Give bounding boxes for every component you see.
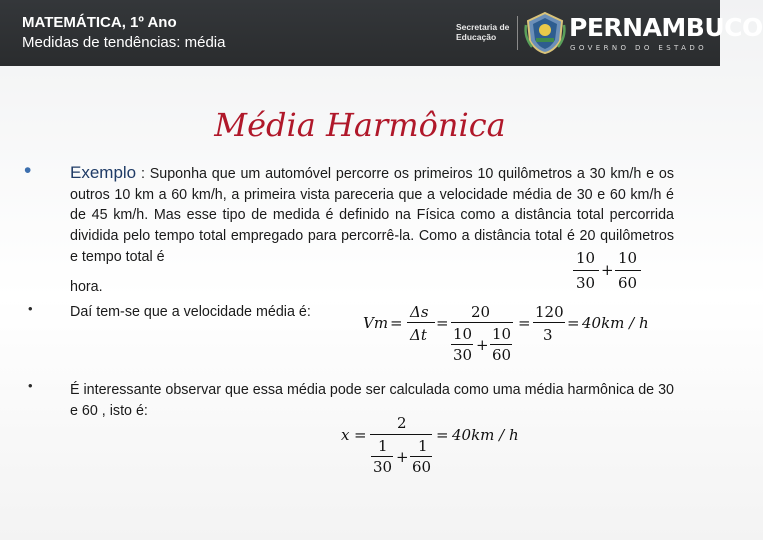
- one-b: 1: [418, 437, 428, 455]
- frac-bar-1: [573, 270, 599, 271]
- h-plus: +: [396, 448, 409, 466]
- h-sub-bar-a: [371, 456, 393, 457]
- x-symbol: x: [341, 426, 350, 444]
- velocity-result: 40km / h: [582, 314, 649, 332]
- header-divider: [517, 16, 518, 50]
- velocity-text: Daí tem-se que a velocidade média é:: [70, 304, 311, 320]
- frac-120-bar: [533, 322, 565, 323]
- delta-s: Δs: [410, 303, 429, 321]
- h-equals-2: =: [436, 426, 449, 444]
- equals-4: =: [567, 314, 580, 332]
- frac-denominator-2: 60: [618, 274, 638, 292]
- secretaria-label: Secretaria de Educação: [456, 22, 510, 42]
- frac-numerator-1: 10: [576, 249, 596, 267]
- harmonic-main-bar: [370, 434, 432, 435]
- den-3: 3: [543, 326, 553, 344]
- frac-numerator-2: 10: [618, 249, 638, 267]
- bullet-3: •: [28, 378, 33, 393]
- example-label: Exemplo: [70, 163, 137, 182]
- state-seal-icon: [524, 11, 566, 55]
- header-title: [22, 13, 225, 53]
- example-text: : Suponha que um automóvel percorre os primeiros 10 quilômetros a 30 km/h e os outros 10 km a 60 km/h, a primeira vista pareceria que a velocidade média de 30 e 60 km/h é de 45 km/h. Mas esse tipo de medida é definido na Física como a distância total percorrida dividida pelo tempo total empregado para percorrê-la. Como a distância total é 20 quilômetros e tempo total é: [70, 166, 674, 265]
- bullet-2: •: [28, 301, 33, 316]
- frac-plus: +: [601, 261, 614, 279]
- sub-bar-a: [451, 344, 473, 345]
- harmonic-text: É interessante observar que essa média pode ser calculada como uma média harmônica de 30 e 60 , isto é:: [70, 382, 674, 419]
- h-sixty: 60: [412, 458, 432, 476]
- ds-dt-bar: [407, 322, 435, 323]
- plus-v: +: [476, 336, 489, 354]
- harmonic-result: 40km / h: [452, 426, 519, 444]
- one-a: 1: [378, 437, 388, 455]
- vm-equals: =: [390, 314, 403, 332]
- num-2: 2: [397, 414, 407, 432]
- slide-title: Média Harmônica: [214, 106, 506, 144]
- sub-bar-b: [490, 344, 512, 345]
- header-title-line2: Medidas de tendências: média: [22, 34, 226, 51]
- hour-text: hora.: [70, 279, 103, 295]
- h-thirty: 30: [373, 458, 393, 476]
- bullet-1: •: [24, 159, 32, 182]
- delta-t: Δt: [410, 326, 427, 344]
- ten-a: 10: [453, 325, 473, 343]
- h-sub-bar-b: [410, 456, 432, 457]
- vm-symbol: Vm: [363, 314, 389, 332]
- frac-bar-2: [615, 270, 641, 271]
- num-120: 120: [535, 303, 564, 321]
- brand-subtitle: GOVERNO DO ESTADO: [570, 44, 708, 52]
- equals-2: =: [436, 314, 449, 332]
- equals-3: =: [518, 314, 531, 332]
- sixty: 60: [492, 346, 512, 364]
- header-title-line1: MATEMÁTICA, 1º Ano: [22, 14, 177, 31]
- num-20: 20: [471, 303, 491, 321]
- header-bar: [0, 0, 763, 66]
- frac-denominator-1: 30: [576, 274, 596, 292]
- x-equals: =: [354, 426, 367, 444]
- brand-name: PERNAMBUCO: [569, 13, 763, 42]
- ten-b: 10: [492, 325, 512, 343]
- thirty: 30: [453, 346, 473, 364]
- main-frac-bar: [451, 322, 513, 323]
